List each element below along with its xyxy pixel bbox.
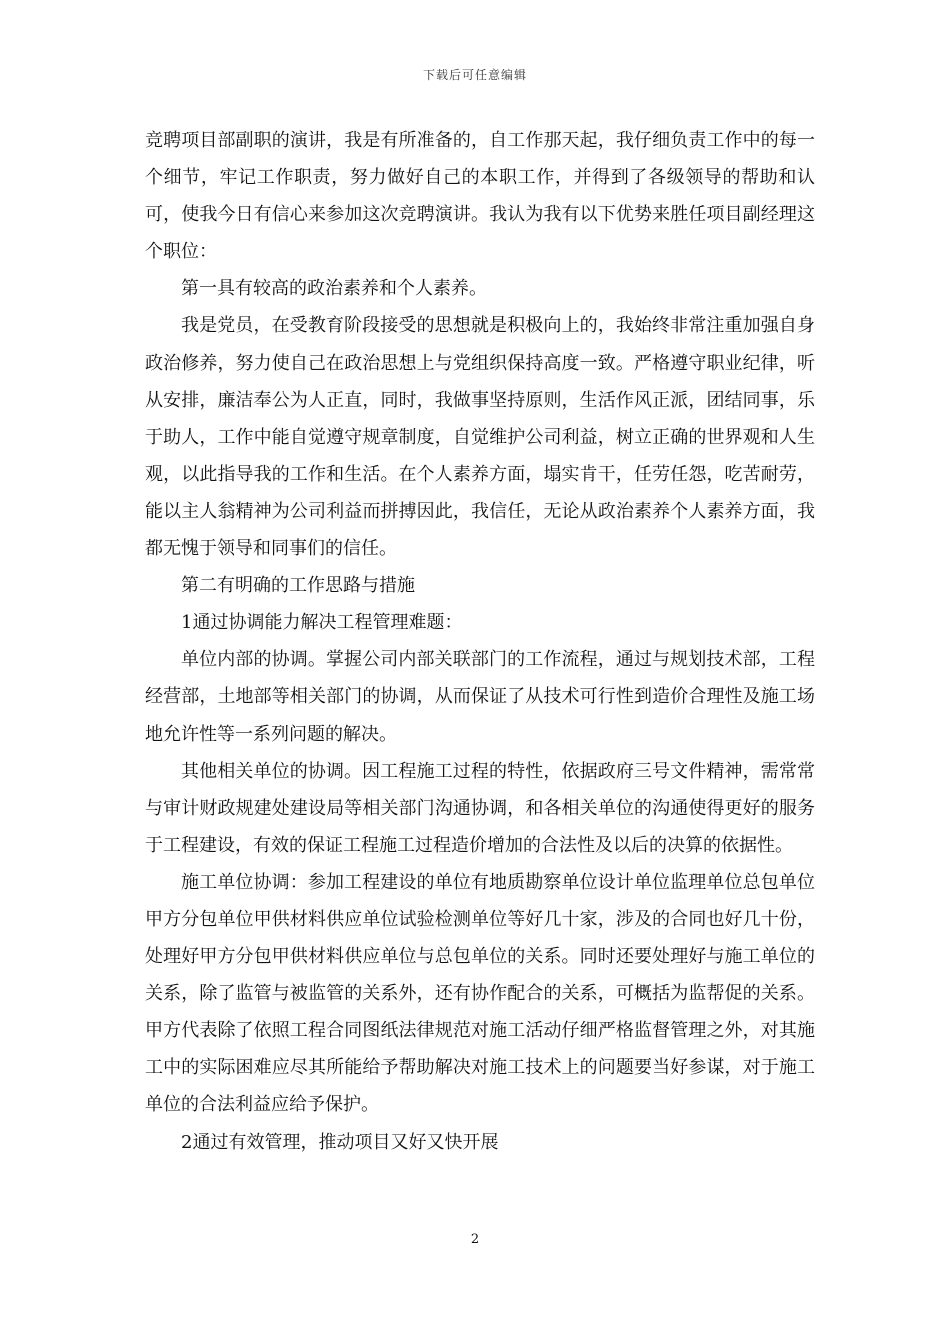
paragraph-internal-coordination: 单位内部的协调。掌握公司内部关联部门的工作流程，通过与规划技术部，工程经营部，土地部等相关部门的协调，从而保证了从技术可行性到造价合理性及施工场地允许性等一系列问题的解决。 bbox=[145, 649, 815, 745]
document-body bbox=[145, 122, 815, 1161]
paragraph-subheading-1: 1通过协调能力解决工程管理难题： bbox=[181, 612, 463, 634]
page-number: 2 bbox=[470, 1232, 480, 1247]
paragraph-heading-1: 第一具有较高的政治素养和个人素养。 bbox=[181, 278, 487, 300]
paragraph-external-coordination: 其他相关单位的协调。因工程施工过程的特性，依据政府三号文件精神，需常常与审计财政规建处建设局等相关部门沟通协调，和各相关单位的沟通使得更好的服务于工程建设，有效的保证工程施工过程造价增加的合法性及以后的决算的依据性。 bbox=[145, 760, 815, 856]
paragraph-heading-2: 第二有明确的工作思路与措施 bbox=[181, 575, 415, 597]
paragraph-subheading-2: 2通过有效管理，推动项目又好又快开展 bbox=[181, 1131, 499, 1153]
paragraph-political: 我是党员，在受教育阶段接受的思想就是积极向上的，我始终非常注重加强自身政治修养，努力使自己在政治思想上与党组织保持高度一致。严格遵守职业纪律，听从安排，廉洁奉公为人正直，同时，我做事坚持原则，生活作风正派，团结同事，乐于助人，工作中能自觉遵守规章制度，自觉维护公司利益，树立正确的世界观和人生观，以此指导我的工作和生活。在个人素养方面，塌实肯干，任劳任怨，吃苦耐劳，能以主人翁精神为公司利益而拼搏因此，我信任，无论从政治素养个人素养方面，我都无愧于领导和同事们的信任。 bbox=[145, 315, 815, 560]
page-header: 下载后可任意编辑 bbox=[422, 68, 527, 82]
paragraph-intro: 竞聘项目部副职的演讲，我是有所准备的，自工作那天起，我仔细负责工作中的每一个细节，牢记工作职责，努力做好自己的本职工作，并得到了各级领导的帮助和认可，使我今日有信心来参加这次竞聘演讲。我认为我有以下优势来胜任项目副经理这个职位： bbox=[145, 130, 815, 263]
paragraph-contractor-coordination: 施工单位协调：参加工程建设的单位有地质勘察单位设计单位监理单位总包单位甲方分包单位甲供材料供应单位试验检测单位等好几十家，涉及的合同也好几十份，处理好甲方分包甲供材料供应单位与总包单位的关系。同时还要处理好与施工单位的关系，除了监管与被监管的关系外，还有协作配合的关系，可概括为监帮促的关系。甲方代表除了依照工程合同图纸法律规范对施工活动仔细严格监督管理之外，对其施工中的实际困难应尽其所能给予帮助解决对施工技术上的问题要当好参谋，对于施工单位的合法利益应给予保护。 bbox=[145, 871, 815, 1116]
